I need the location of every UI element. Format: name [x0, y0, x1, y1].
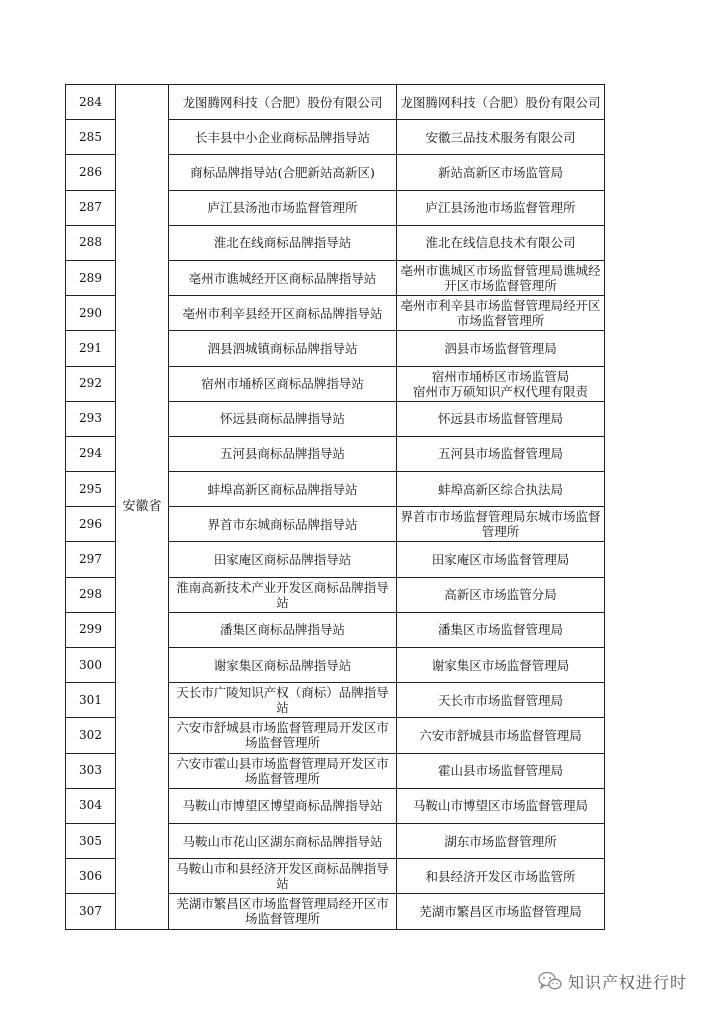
row-number: 299	[66, 612, 116, 647]
station-name-cell: 田家庵区商标品牌指导站	[169, 542, 397, 577]
row-number: 306	[66, 859, 116, 894]
row-number: 292	[66, 366, 116, 401]
row-number: 285	[66, 120, 116, 155]
station-name-cell: 泗县泗城镇商标品牌指导站	[169, 331, 397, 366]
footer-watermark	[538, 968, 687, 994]
station-name-cell: 长丰县中小企业商标品牌指导站	[169, 120, 397, 155]
organization-cell: 湖东市场监督管理所	[397, 823, 605, 858]
row-number: 290	[66, 296, 116, 331]
organization-cell: 亳州市谯城区市场监督管理局谯城经开区市场监督管理所	[397, 260, 605, 295]
organization-cell: 新站高新区市场监管局	[397, 155, 605, 190]
station-name-cell: 淮北在线商标品牌指导站	[169, 225, 397, 260]
organization-cell: 宿州市埇桥区市场监管局 宿州市万硕知识产权代理有限责	[397, 366, 605, 401]
organization-cell: 谢家集区市场监督管理局	[397, 648, 605, 683]
row-number: 295	[66, 472, 116, 507]
organization-cell: 庐江县汤池市场监督管理所	[397, 190, 605, 225]
row-number: 304	[66, 788, 116, 823]
row-number: 302	[66, 718, 116, 753]
row-number: 297	[66, 542, 116, 577]
station-name-cell: 庐江县汤池市场监督管理所	[169, 190, 397, 225]
station-name-cell: 五河县商标品牌指导站	[169, 436, 397, 471]
organization-cell: 六安市舒城县市场监督管理局	[397, 718, 605, 753]
organization-cell: 蚌埠高新区综合执法局	[397, 472, 605, 507]
row-number: 294	[66, 436, 116, 471]
organization-cell: 界首市市场监督管理局东城市场监督管理所	[397, 507, 605, 542]
organization-cell: 霍山县市场监督管理局	[397, 753, 605, 788]
station-name-cell: 六安市霍山县市场监督管理局开发区市场监督管理所	[169, 753, 397, 788]
organization-cell: 亳州市利辛县市场监督管理局经开区市场监督管理所	[397, 296, 605, 331]
station-name-cell: 潘集区商标品牌指导站	[169, 612, 397, 647]
organization-cell: 怀远县市场监督管理局	[397, 401, 605, 436]
station-name-cell: 亳州市利辛县经开区商标品牌指导站	[169, 296, 397, 331]
wechat-icon	[538, 971, 562, 991]
organization-cell: 潘集区市场监督管理局	[397, 612, 605, 647]
station-name-cell: 宿州市埇桥区商标品牌指导站	[169, 366, 397, 401]
station-name-cell: 亳州市谯城经开区商标品牌指导站	[169, 260, 397, 295]
row-number: 289	[66, 260, 116, 295]
row-number: 307	[66, 894, 116, 929]
station-name-cell: 马鞍山市博望区博望商标品牌指导站	[169, 788, 397, 823]
province-cell: 安徽省	[116, 85, 169, 930]
station-name-cell: 蚌埠高新区商标品牌指导站	[169, 472, 397, 507]
row-number: 284	[66, 85, 116, 120]
organization-cell: 芜湖市繁昌区市场监督管理局	[397, 894, 605, 929]
station-name-cell: 淮南高新技术产业开发区商标品牌指导站	[169, 577, 397, 612]
row-number: 288	[66, 225, 116, 260]
row-number: 300	[66, 648, 116, 683]
row-number: 305	[66, 823, 116, 858]
organization-cell: 和县经济开发区市场监管所	[397, 859, 605, 894]
organization-cell: 龙图腾网科技（合肥）股份有限公司	[397, 85, 605, 120]
row-number: 291	[66, 331, 116, 366]
organization-cell: 高新区市场监管分局	[397, 577, 605, 612]
organization-cell: 泗县市场监督管理局	[397, 331, 605, 366]
organization-cell: 天长市市场监督管理局	[397, 683, 605, 718]
row-number: 286	[66, 155, 116, 190]
station-name-cell: 马鞍山市和县经济开发区商标品牌指导站	[169, 859, 397, 894]
organization-cell: 安徽三品技术服务有限公司	[397, 120, 605, 155]
organization-cell: 田家庵区市场监督管理局	[397, 542, 605, 577]
station-name-cell: 谢家集区商标品牌指导站	[169, 648, 397, 683]
organization-cell: 马鞍山市博望区市场监督管理局	[397, 788, 605, 823]
row-number: 296	[66, 507, 116, 542]
station-name-cell: 怀远县商标品牌指导站	[169, 401, 397, 436]
station-name-cell: 芜湖市繁昌区市场监督管理局经开区市场监督管理所	[169, 894, 397, 929]
row-number: 293	[66, 401, 116, 436]
footer-text: 知识产权进行时	[568, 972, 688, 992]
station-name-cell: 商标品牌指导站(合肥新站高新区)	[169, 155, 397, 190]
table-row	[66, 85, 605, 120]
organization-cell: 淮北在线信息技术有限公司	[397, 225, 605, 260]
station-table	[65, 84, 605, 930]
station-name-cell: 马鞍山市花山区湖东商标品牌指导站	[169, 823, 397, 858]
organization-cell: 五河县市场监督管理局	[397, 436, 605, 471]
row-number: 298	[66, 577, 116, 612]
station-name-cell: 界首市东城商标品牌指导站	[169, 507, 397, 542]
row-number: 303	[66, 753, 116, 788]
station-name-cell: 天长市广陵知识产权（商标）品牌指导站	[169, 683, 397, 718]
station-name-cell: 龙图腾网科技（合肥）股份有限公司	[169, 85, 397, 120]
row-number: 287	[66, 190, 116, 225]
row-number: 301	[66, 683, 116, 718]
station-name-cell: 六安市舒城县市场监督管理局开发区市场监督管理所	[169, 718, 397, 753]
